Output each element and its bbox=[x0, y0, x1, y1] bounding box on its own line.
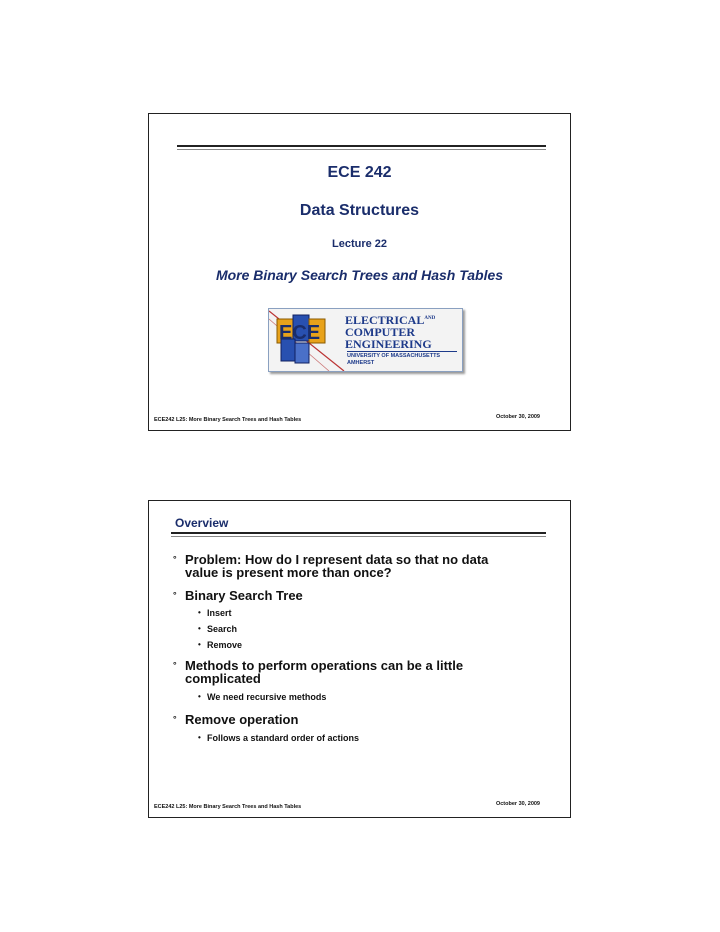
course-code: ECE 242 bbox=[327, 164, 392, 181]
title-slide bbox=[148, 113, 571, 431]
sub-bullet-remove: • Remove bbox=[198, 640, 243, 650]
footer-course: ECE242 L25: More Binary Search Trees and Hash Tables bbox=[154, 417, 302, 423]
footer-course: ECE242 L25: More Binary Search Trees and Hash Tables bbox=[154, 804, 302, 810]
overview-slide bbox=[148, 500, 571, 818]
sub-bullet-order: • Follows a standard order of actions bbox=[198, 733, 360, 743]
bullet-glyph: ° bbox=[173, 554, 177, 564]
title-rule bbox=[171, 532, 546, 534]
slide-title: Overview bbox=[175, 516, 229, 530]
header-rule bbox=[177, 145, 546, 147]
logo-line-university: UNIVERSITY OF MASSACHUSETTS bbox=[347, 353, 441, 359]
bullet-problem: ° Problem: How do I represent data so that no data value is present more than once? bbox=[173, 552, 489, 580]
bullet-remove-operation: ° Remove operation bbox=[173, 712, 299, 727]
logo-and: AND bbox=[424, 316, 436, 321]
sub-bullet-insert: • Insert bbox=[198, 608, 232, 618]
bullet-methods: ° Methods to perform operations can be a little complicated bbox=[173, 658, 464, 686]
lecture-topic: More Binary Search Trees and Hash Tables bbox=[215, 267, 504, 283]
footer-date: October 30, 2009 bbox=[495, 801, 540, 807]
logo-line-engineering: ENGINEERING bbox=[345, 337, 432, 351]
svg-text:ECE: ECE bbox=[279, 322, 321, 344]
course-title: Data Structures bbox=[299, 202, 420, 219]
logo-line-electrical: ELECTRICAL bbox=[345, 313, 425, 327]
lecture-number: Lecture 22 bbox=[331, 238, 388, 250]
sub-bullet-search: • Search bbox=[198, 624, 238, 634]
logo-line-amherst: AMHERST bbox=[347, 360, 375, 366]
bullet-bst: ° Binary Search Tree bbox=[173, 588, 303, 603]
logo-line-computer: COMPUTER bbox=[345, 325, 415, 339]
sub-bullet-recursive: • We need recursive methods bbox=[198, 692, 327, 702]
ece-logo bbox=[268, 308, 463, 372]
footer-date: October 30, 2009 bbox=[495, 414, 540, 420]
